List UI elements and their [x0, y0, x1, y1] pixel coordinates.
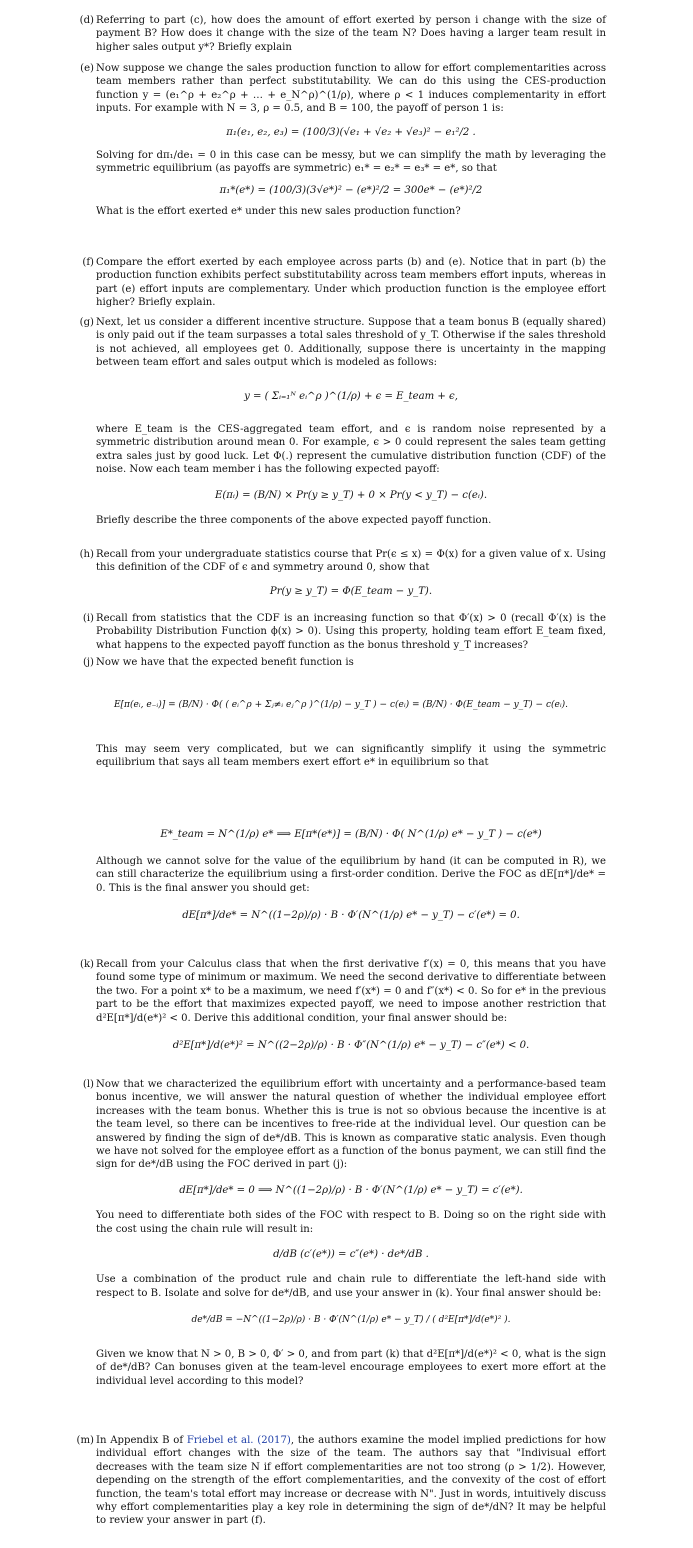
equation-payoff-person-1: π₁(e₁, e₂, e₃) = (100/3)(√e₁ + √e₂ + √e₃)² − e₁²/2 . [226, 126, 476, 138]
question-g-prompt: Briefly describe the three components of the above expected payoff function. [96, 515, 492, 527]
question-l [82, 1078, 606, 1388]
question-f-label: (f) [82, 257, 94, 268]
question-i-label: (i) [82, 613, 94, 624]
question-f [82, 256, 606, 310]
equation-chain-rule: d/dB (c′(e*)) = c″(e*) · de*/dB . [273, 1249, 429, 1261]
question-l-intro: Now that we characterized the equilibrium effort with uncertainty and a performance-based team bonus incentive, we will answer the natural question of whether the individual employee effort increases with the team bonus. Whether this is true is not so obvious because the incentive is at the team level, so there can be incentives to free-ride at the individual level. Our question can be answered by finding the sign of de*/dB. This is known as comparative static analysis. Even though we have not solved for the employee effort as a function of the bonus payment, we can still find the sign for de*/dB using the FOC derived in part (j): [96, 1079, 606, 1171]
question-i-text: Recall from statistics that the CDF is an increasing function so that Φ′(x) > 0 (recall Φ′(x) is the Probability Distribution Function ϕ(x) > 0). Using this property, holding team effort E_team fixed, what happens to the expected payoff function as the bonus threshold y_T increases? [96, 613, 606, 651]
question-m-text [96, 1434, 606, 1528]
question-g [79, 316, 606, 527]
question-g-label: (g) [79, 317, 94, 328]
question-j-foc: Although we cannot solve for the value of the equilibrium by hand (it can be computed in R), we can still characterize the equilibrium using a first-order condition. Derive the FOC as dE[π*]/de* = 0. This is the final answer you should get: [96, 856, 606, 894]
question-m-pre: In Appendix B of [96, 1435, 184, 1446]
question-m-label: (m) [76, 1435, 94, 1446]
equation-foc-rearranged: dE[π*]/de* = 0 ⟹ N^((1−2ρ)/ρ) · B · Φ′(N^(1/ρ) e* − y_T) = c′(e*). [179, 1184, 523, 1196]
question-h [79, 548, 606, 598]
question-j-simplify: This may seem very complicated, but we can significantly simplify it using the symmetric equilibrium that says all team members exert effort e* in equilibrium so that [96, 743, 606, 769]
question-j-intro: Now we have that the expected benefit function is [96, 657, 354, 668]
question-l-label: (l) [82, 1079, 94, 1090]
question-l-differentiate: You need to differentiate both sides of the FOC with respect to B. Doing so on the right side with the cost using the chain rule will result in: [96, 1210, 606, 1235]
question-k-label: (k) [80, 959, 94, 970]
question-j [82, 656, 606, 923]
equation-comparative-static: de*/dB = −N^((1−2ρ)/ρ) · B · Φ′(N^(1/ρ) e* − y_T) / ( d²E[π*]/d(e*)² ). [191, 1315, 511, 1326]
equation-prob-threshold: Pr(y ≥ y_T) = Φ(E_team − y_T). [269, 585, 433, 597]
question-j-label: (j) [82, 657, 94, 668]
equation-second-order: d²E[π*]/d(e*)² = N^((2−2ρ)/ρ) · B · Φ″(N^(1/ρ) e* − y_T) − c″(e*) < 0. [172, 1040, 530, 1052]
question-k [80, 958, 606, 1052]
question-d-label: (d) [79, 15, 94, 26]
question-d-text: Referring to part (c), how does the amount of effort exerted by person i change with the size of payment B? How does it change with the size of the team N? Does having a larger team result in higher sales output y*? Briefly explain [96, 15, 606, 53]
citation-link[interactable]: Friebel et al. (2017) [186, 1435, 291, 1446]
question-d [79, 14, 606, 54]
question-e-intro: Now suppose we change the sales production function to allow for effort complementarities across team members rather than perfect substitutability. We can do this using the CES-production function y = (e₁^ρ + e₂^ρ + … + e_N^ρ)^(1/ρ), where ρ < 1 induces complementarity in effort inputs. For example with N = 3, ρ = 0.5, and B = 100, the payoff of person 1 is: [96, 63, 606, 115]
question-k-text: Recall from your Calculus class that when the first derivative f′(x) = 0, this means that you have found some type of minimum or maximum. We need the second derivative to differentiate between the two. For a point x* to be a maximum, we need f′(x*) = 0 and f″(x*) < 0. So for e* in the previous part to be the effort that maximizes expected payoff, we need to impose another restriction that d²E[π*]/d(e*)² < 0. Derive this additional condition, your final answer should be: [96, 959, 606, 1024]
equation-symmetric-payoff: π₁*(e*) = (100/3)(3√e*)² − (e*)²/2 = 300e* − (e*)²/2 [219, 184, 483, 196]
question-g-intro: Next, let us consider a different incentive structure. Suppose that a team bonus B (equally shared) is only paid out if the team surpasses a total sales threshold of y_T. Otherwise if the sales threshold is not achieved, all employees get 0. Additionally, suppose there is uncertainty in the mapping between team effort and sales output which is modeled as follows: [96, 317, 606, 369]
question-l-isolate: Use a combination of the product rule and chain rule to differentiate the left-hand side with respect to B. Isolate and solve for de*/dB, and use your answer in (k). Your final answer should be: [96, 1274, 606, 1299]
question-g-noise: where E_team is the CES-aggregated team effort, and ϵ is random noise represented by a symmetric distribution around mean 0. For example, ϵ > 0 could represent the sales team getting extra sales just by good luck. Let Φ(.) represent the cumulative distribution function (CDF) of the noise. Now each team member i has the following expected payoff: [96, 424, 606, 476]
equation-symmetric-benefit: E*_team = N^(1/ρ) e* ⟹ E[π*(e*)] = (B/N) · Φ( N^(1/ρ) e* − y_T ) − c(e*) [160, 828, 542, 840]
equation-expected-payoff: E(πᵢ) = (B/N) × Pr(y ≥ y_T) + 0 × Pr(y < y_T) − c(eᵢ). [214, 489, 488, 501]
question-i [82, 612, 606, 652]
question-e [80, 62, 606, 219]
question-e-prompt: What is the effort exerted e* under this new sales production function? [96, 206, 461, 218]
question-f-text: Compare the effort exerted by each employee across parts (b) and (e). Notice that in part (b) the production function exhibits perfect substitutability across team members effort inputs, whereas in part (e) effort inputs are complementary. Under which production function is the employee effort higher? Briefly explain. [96, 257, 606, 309]
question-e-label: (e) [80, 63, 94, 74]
question-l-prompt: Given we know that N > 0, B > 0, Φ′ > 0, and from part (k) that d²E[π*]/d(e*)² < 0, what is the sign of de*/dB? Can bonuses given at the team-level encourage employees to exert more effort at the individual level according to this model? [96, 1348, 606, 1387]
question-h-text: Recall from your undergraduate statistics course that Pr(ϵ ≤ x) = Φ(x) for a given value of x. Using this definition of the CDF of ϵ and symmetry around 0, show that [96, 549, 606, 574]
equation-ces-sales: y = ( Σᵢ₌₁ᴺ eᵢ^ρ )^(1/ρ) + ϵ = E_team + ϵ, [244, 390, 458, 402]
question-m [76, 1434, 606, 1528]
equation-foc: dE[π*]/de* = N^((1−2ρ)/ρ) · B · Φ′(N^(1/ρ) e* − y_T) − c′(e*) = 0. [182, 910, 520, 922]
question-m-post: , the authors examine the model implied predictions for how individual effort changes with the size of the team. The authors say that "Indivisual effort decreases with the team size N if effort complementarities are not too strong (ρ > 1/2). However, depending on the strength of the effort complementarities, and the convexity of the cost of effort function, the team's total effort may increase or decrease with N". Just in words, intuitively discuss why effort complementarities play a key role in determining the sign of de*/dN? It may be helpful to review your answer in part (f). [96, 1435, 606, 1527]
question-e-symmetric: Solving for dπ₁/de₁ = 0 in this case can be messy, but we can simplify the math by leveraging the symmetric equilibrium (as payoffs are symmetric) e₁* = e₂* = e₃* = e*, so that [96, 150, 606, 175]
question-h-label: (h) [79, 549, 94, 560]
equation-expected-benefit: E[π(eᵢ, e₋ᵢ)] = (B/N) · Φ( ( eᵢ^ρ + Σⱼ≠ᵢ eⱼ^ρ )^(1/ρ) − y_T ) − c(eᵢ) = (B/N) · Φ(E_team − y_T) − c(eᵢ). [113, 700, 569, 711]
